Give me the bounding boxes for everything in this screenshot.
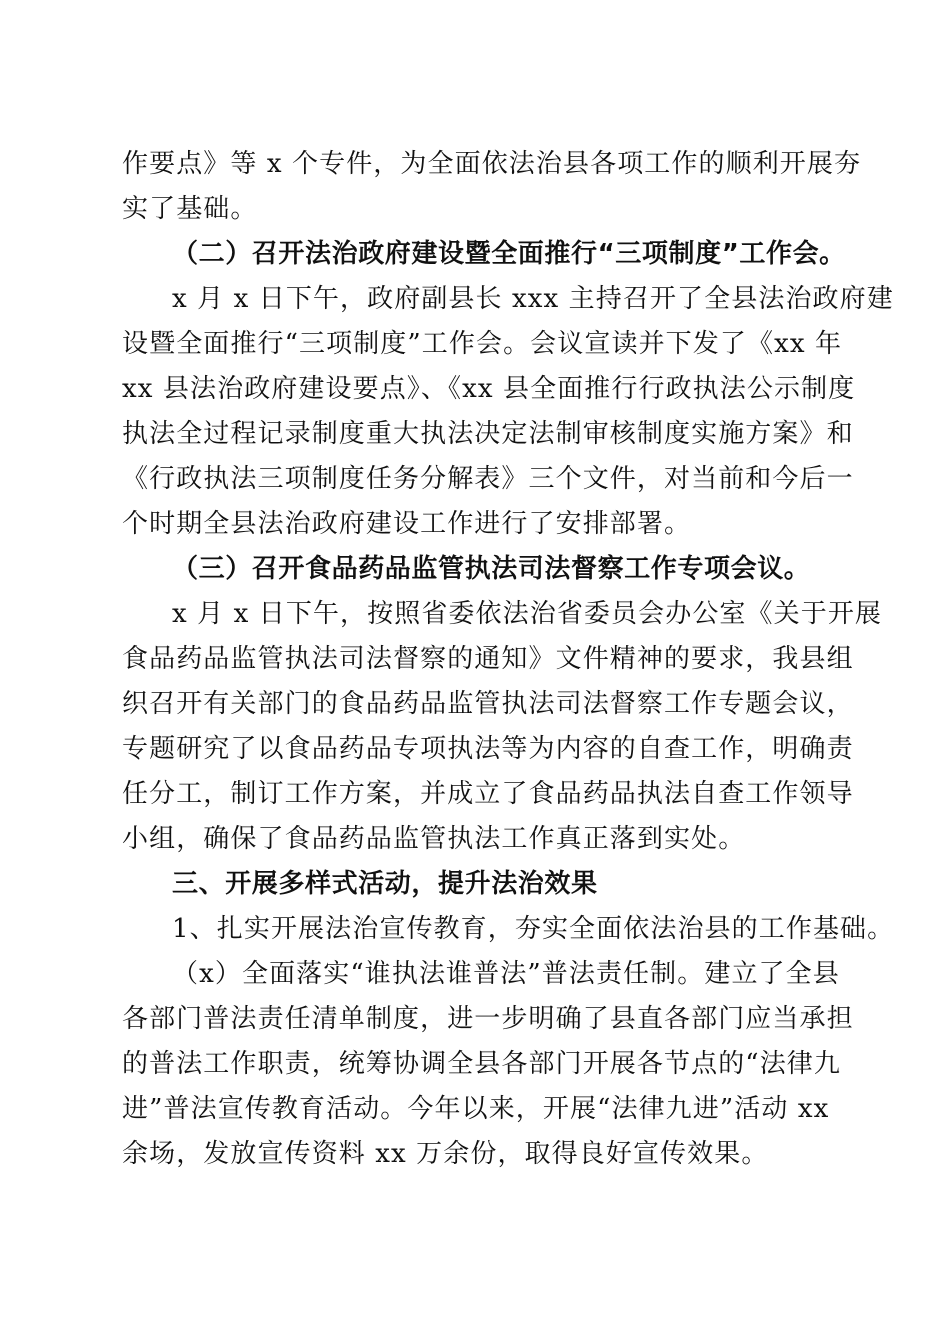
subsection-heading: （二）召开法治政府建设暨全面推行“三项制度”工作会。 (172, 239, 846, 269)
subsection-heading: （三）召开食品药品监管执法司法督察工作专项会议。 (172, 554, 811, 584)
body-text-line: 设暨全面推行“三项制度”工作会。会议宣读并下发了《xx 年 (122, 329, 843, 359)
body-text-line: 任分工，制订工作方案，并成立了食品药品执法自查工作领导 (122, 779, 854, 809)
body-text-line: 《行政执法三项制度任务分解表》三个文件，对当前和今后一 (122, 464, 854, 494)
body-text-line: 1、扎实开展法治宣传教育，夯实全面依法治县的工作基础。 (172, 914, 895, 944)
body-text-line: xx 县法治政府建设要点》、《xx 县全面推行行政执法公示制度 (122, 374, 856, 404)
body-text-line: 小组，确保了食品药品监管执法工作真正落到实处。 (122, 824, 746, 854)
body-text-line: 个时期全县法治政府建设工作进行了安排部署。 (122, 509, 692, 539)
body-text-line: 食品药品监管执法司法督察的通知》文件精神的要求，我县组 (122, 644, 854, 674)
body-text-line: 余场，发放宣传资料 xx 万余份，取得良好宣传效果。 (122, 1139, 769, 1169)
body-text-line: 作要点》等 x 个专件，为全面依法治县各项工作的顺利开展夯 (122, 149, 862, 179)
section-heading: 三、开展多样式活动，提升法治效果 (172, 869, 598, 899)
body-text-line: 执法全过程记录制度重大执法决定法制审核制度实施方案》和 (122, 419, 854, 449)
body-text-line: x 月 x 日下午，政府副县长 xxx 主持召开了全县法治政府建 (172, 284, 894, 314)
body-text-line: （x）全面落实“谁执法谁普法”普法责任制。建立了全县 (172, 959, 840, 989)
body-text-line: 各部门普法责任清单制度，进一步明确了县直各部门应当承担 (122, 1004, 854, 1034)
body-text-line: 织召开有关部门的食品药品监管执法司法督察工作专题会议， (122, 689, 854, 719)
body-text-line: 实了基础。 (122, 194, 258, 224)
body-text-line: 专题研究了以食品药品专项执法等为内容的自查工作，明确责 (122, 734, 854, 764)
body-text-line: 进”普法宣传教育活动。今年以来，开展“法律九进”活动 xx (122, 1094, 830, 1124)
body-text-line: 的普法工作职责，统筹协调全县各部门开展各节点的“法律九 (122, 1049, 841, 1079)
body-text-line: x 月 x 日下午，按照省委依法治省委员会办公室《关于开展 (172, 599, 883, 629)
